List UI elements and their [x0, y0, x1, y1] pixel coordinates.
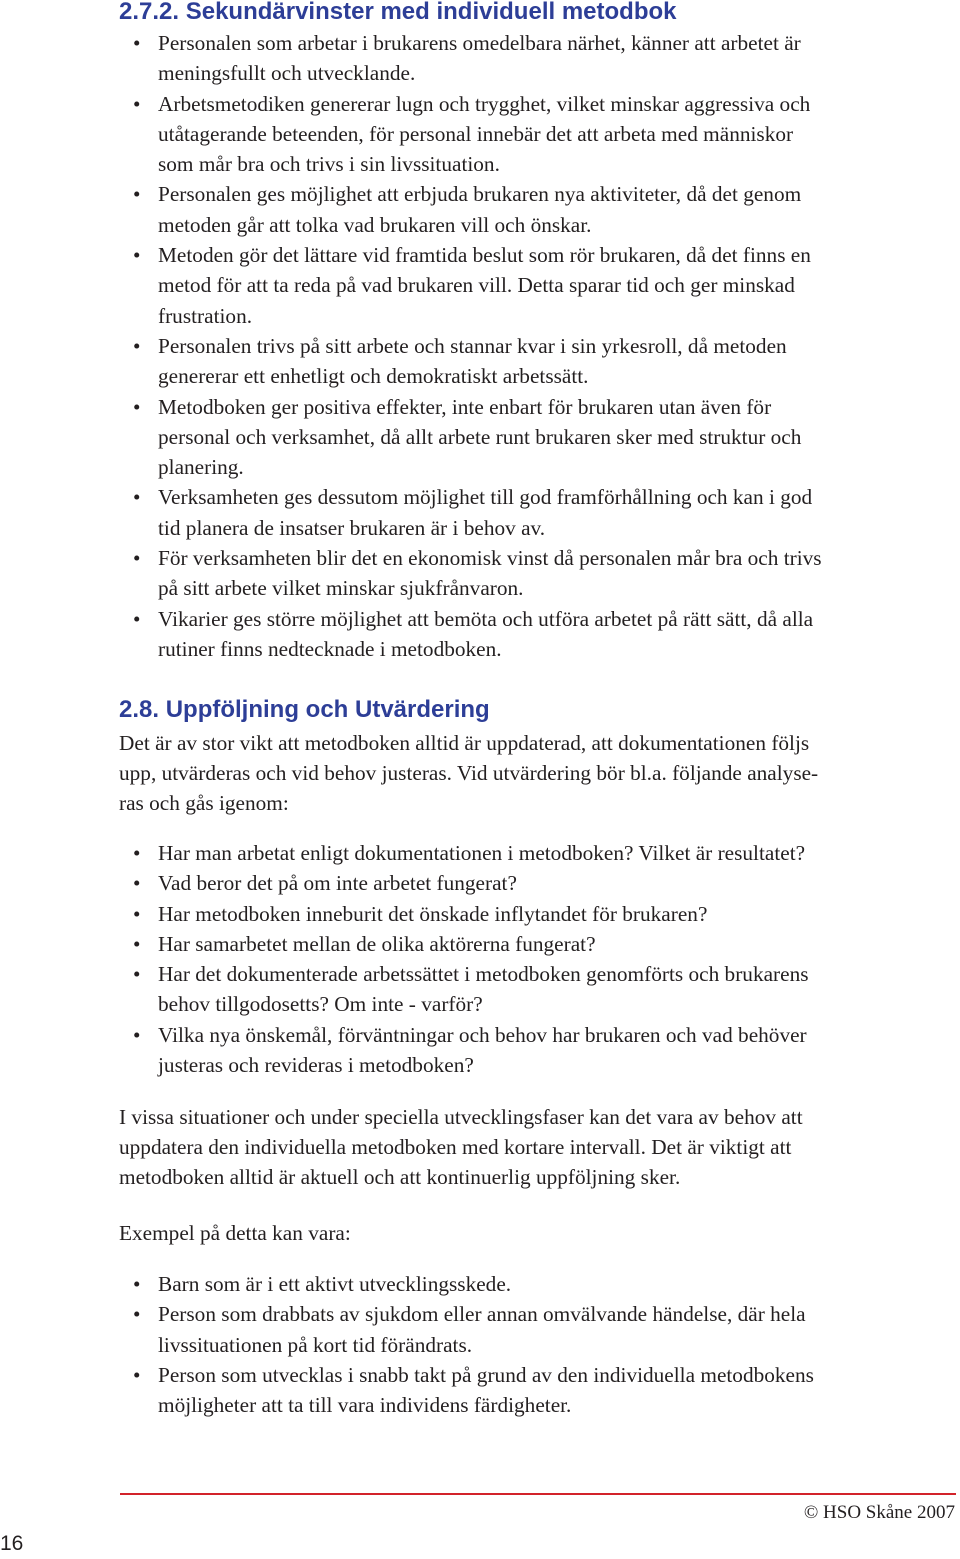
item-line: möjligheter att ta till vara individens färdigheter. [158, 1393, 572, 1418]
item-line: Metoden gör det lättare vid framtida beslut som rör brukaren, då det finns en [158, 243, 811, 268]
item-line: Personalen ges möjlighet att erbjuda brukaren nya aktiviteter, då det genom [158, 182, 802, 207]
item-line: Har samarbetet mellan de olika aktörerna fungerat? [158, 931, 596, 956]
paragraph-line: metodboken alltid är aktuell och att kontinuerlig uppföljning sker. [119, 1165, 681, 1190]
paragraph-line: Det är av stor vikt att metodboken alltid är uppdaterad, att dokumentationen följs [119, 731, 810, 755]
paragraph-line: I vissa situationer och under speciella utvecklingsfaser kan det vara av behov att [119, 1105, 803, 1129]
item-line: metoden går att tolka vad brukaren vill och önskar. [158, 212, 592, 237]
bullet-marker: • [133, 931, 141, 956]
item-line: Har metodboken inneburit det önskade inflytandet för brukaren? [158, 901, 708, 926]
item-line: Har det dokumenterade arbetssättet i metodboken genomförts och brukarens [158, 962, 809, 987]
item-line: Barn som är i ett aktivt utvecklingsskede. [158, 1272, 512, 1296]
evaluation-intro-text [119, 728, 947, 819]
evaluation-questions-block [119, 838, 947, 1080]
bullet-marker: • [133, 1362, 141, 1387]
evaluation-questions-list [119, 838, 947, 1080]
item-line: meningsfullt och utvecklande. [158, 61, 416, 86]
bullet-marker: • [133, 1022, 141, 1047]
benefit-item [119, 179, 947, 240]
evaluation-intro [119, 728, 947, 819]
question-item [119, 959, 947, 1020]
bullet-marker: • [133, 333, 141, 358]
item-line: Verksamheten ges dessutom möjlighet till god framförhållning och kan i god [158, 485, 813, 510]
bullet-marker: • [133, 91, 141, 116]
section-heading-2-7-2: 2.7.2. Sekundärvinster med individuell metodbok [119, 0, 677, 25]
page-number: 16 [0, 1532, 24, 1555]
example-intro-text: Exempel på detta kan vara: [119, 1221, 351, 1245]
item-line: Person som utvecklas i snabb takt på grund av den individuella metodbokens [158, 1362, 814, 1387]
item-line: behov tillgodosetts? Om inte - varför? [158, 992, 483, 1017]
examples-list [119, 1269, 947, 1420]
example-intro [119, 1218, 947, 1248]
bullet-marker: • [133, 901, 141, 926]
bullet-marker: • [133, 31, 141, 55]
item-line: För verksamheten blir det en ekonomisk vinst då personalen mår bra och trivs [158, 546, 822, 571]
item-line: justeras och revideras i metodboken? [158, 1053, 474, 1078]
item-line: livssituationen på kort tid förändrats. [158, 1332, 473, 1357]
bullet-marker: • [133, 1272, 141, 1296]
item-line: Personalen som arbetar i brukarens omedelbara närhet, känner att arbetet är [158, 31, 801, 55]
item-line: på sitt arbete vilket minskar sjukfrånvaron. [158, 576, 524, 601]
item-line: tid planera de insatser brukaren är i behov av. [158, 515, 546, 540]
item-line: frustration. [158, 303, 253, 328]
item-line: metod för att ta reda på vad brukaren vill. Detta sparar tid och ger minskad [158, 273, 795, 298]
question-item [119, 838, 947, 868]
question-item [119, 1020, 947, 1081]
benefit-item [119, 543, 947, 604]
question-item [119, 929, 947, 959]
question-item [119, 868, 947, 898]
question-item [119, 899, 947, 929]
benefits-list-block [119, 28, 947, 664]
benefit-item [119, 392, 947, 483]
benefit-item [119, 28, 947, 89]
bullet-marker: • [133, 606, 141, 631]
item-line: Metodboken ger positiva effekter, inte enbart för brukaren utan även för [158, 394, 772, 419]
item-line: utåtagerande beteenden, för personal innebär det att arbeta med människor [158, 121, 794, 146]
paragraph-line: ras och gås igenom: [119, 791, 289, 816]
item-line: Vad beror det på om inte arbetet fungerat? [158, 871, 517, 896]
item-line: Personalen trivs på sitt arbete och stannar kvar i sin yrkesroll, då metoden [158, 333, 787, 358]
item-line: Har man arbetat enligt dokumentationen i metodboken? Vilket är resultatet? [158, 841, 806, 865]
paragraph-line: uppdatera den individuella metodboken med kortare intervall. Det är viktigt att [119, 1135, 792, 1160]
bullet-marker: • [133, 182, 141, 207]
benefit-item [119, 604, 947, 665]
benefit-item [119, 240, 947, 331]
paragraph-line: upp, utvärderas och vid behov justeras. Vid utvärdering bör bl.a. följande analyse- [119, 761, 819, 786]
example-item [119, 1299, 947, 1360]
bullet-marker: • [133, 243, 141, 268]
benefit-item [119, 89, 947, 180]
benefits-list [119, 28, 947, 664]
item-line: Vikarier ges större möjlighet att bemöta och utföra arbetet på rätt sätt, då alla [158, 606, 814, 631]
bullet-marker: • [133, 1302, 141, 1327]
item-line: planering. [158, 455, 244, 480]
bullet-marker: • [133, 841, 141, 865]
examples-block [119, 1269, 947, 1420]
benefit-item [119, 331, 947, 392]
update-paragraph-text [119, 1102, 947, 1193]
copyright-text: © HSO Skåne 2007 [803, 1502, 955, 1523]
footer-rule [120, 1493, 956, 1495]
bullet-marker: • [133, 546, 141, 571]
item-line: Person som drabbats av sjukdom eller annan omvälvande händelse, där hela [158, 1302, 806, 1327]
update-paragraph [119, 1102, 947, 1193]
item-line: som mår bra och trivs i sin livssituation. [158, 152, 500, 177]
bullet-marker: • [133, 871, 141, 896]
item-line: personal och verksamhet, då allt arbete runt brukaren sker med struktur och [158, 424, 802, 449]
item-line: Arbetsmetodiken genererar lugn och trygghet, vilket minskar aggressiva och [158, 91, 811, 116]
example-item [119, 1360, 947, 1421]
example-item [119, 1269, 947, 1299]
bullet-marker: • [133, 962, 141, 987]
item-line: rutiner finns nedtecknade i metodboken. [158, 636, 502, 661]
bullet-marker: • [133, 394, 141, 419]
item-line: genererar ett enhetligt och demokratiskt arbetssätt. [158, 364, 589, 389]
benefit-item [119, 482, 947, 543]
section-heading-2-8: 2.8. Uppföljning och Utvärdering [119, 696, 490, 723]
item-line: Vilka nya önskemål, förväntningar och behov har brukaren och vad behöver [158, 1022, 807, 1047]
bullet-marker: • [133, 485, 141, 510]
